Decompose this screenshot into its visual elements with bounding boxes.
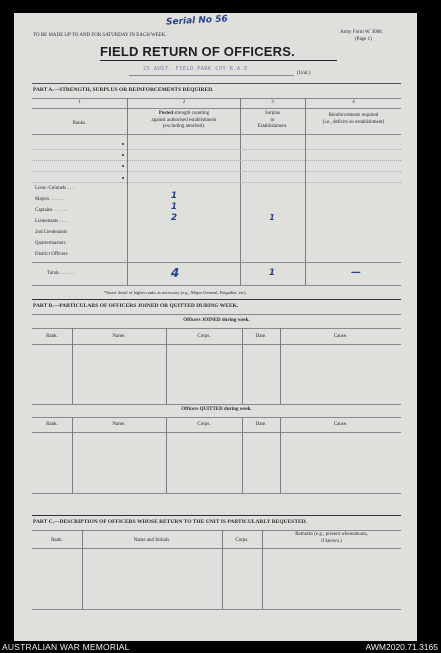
col-surplus-header-2: to xyxy=(270,118,275,123)
col-divider-3 xyxy=(305,98,306,285)
joined-divider xyxy=(166,328,167,404)
posted-captains-mark: 1 xyxy=(170,202,178,212)
totals-label: Totals . . . . . . xyxy=(47,271,75,276)
joined-divider xyxy=(242,328,243,404)
rank-quartermasters: Quartermasters xyxy=(35,241,66,246)
rank-lieut-colonels: Lieut.-Colonels . . . xyxy=(35,186,74,191)
form-title: FIELD RETURN OF OFFICERS. xyxy=(100,44,295,59)
part-a-top-rule xyxy=(32,83,401,84)
joined-col-name: Name. xyxy=(112,334,126,339)
part-c-bottom-rule xyxy=(32,609,401,610)
unit-label: (Unit.) xyxy=(297,71,311,76)
part-a-table-top xyxy=(32,98,401,99)
unit-line xyxy=(129,75,294,76)
unit-stamp: 25 AUST. FIELD PARK COY R.A.E xyxy=(143,66,248,72)
quitted-header-top-rule xyxy=(32,417,401,418)
col-surplus-header-3: Establishment. xyxy=(257,124,288,129)
quitted-col-name: Name. xyxy=(112,422,126,427)
col-number-2: 2 xyxy=(182,100,186,105)
joined-header-bottom-rule xyxy=(32,344,401,345)
joined-title: Officers JOINED during week. xyxy=(183,318,250,323)
col-posted-header-3: (excluding attached). xyxy=(162,124,206,129)
part-a-heading: PART A.—STRENGTH, SURPLUS OR REINFORCEMENTS REQUIRED. xyxy=(33,87,214,93)
totals-top-rule xyxy=(32,262,401,263)
part-c-col-corps: Corps. xyxy=(235,538,249,543)
col-number-3: 3 xyxy=(271,100,274,105)
rank-district-officers: District Officers xyxy=(35,252,68,257)
col-surplus-header-1: Surplus xyxy=(264,111,281,116)
higher-rank-bullet xyxy=(122,154,124,156)
col-ranks-header: Ranks. xyxy=(72,121,87,126)
row-rule xyxy=(32,149,401,150)
col-number-4: 4 xyxy=(352,100,355,105)
part-c-col-rank: Rank. xyxy=(51,538,63,543)
quitted-header-bottom-rule xyxy=(32,432,401,433)
page-number: (Page 1) xyxy=(355,37,372,42)
joined-divider xyxy=(280,328,281,404)
joined-col-rank: Rank. xyxy=(46,334,58,339)
col-divider-1 xyxy=(127,98,128,285)
joined-bottom-rule xyxy=(32,404,401,405)
form-sheet xyxy=(14,13,417,641)
posted-majors-mark: 1 xyxy=(170,191,178,201)
footer-accession: AWM2020.71.3165 xyxy=(365,642,438,652)
part-b-top-rule xyxy=(32,299,401,300)
col-number-1: 1 xyxy=(78,100,81,105)
totals-bottom-rule xyxy=(32,285,401,286)
instruction-text: TO BE MADE UP TO AND FOR SATURDAY IN EACH WEEK. xyxy=(33,33,167,38)
joined-col-corps: Corps. xyxy=(197,334,211,339)
totals-posted: 4 xyxy=(170,266,180,280)
handwritten-serial: Serial No 56 xyxy=(165,14,229,28)
quitted-divider xyxy=(166,417,167,493)
row-rule xyxy=(32,182,401,183)
header-bottom-rule xyxy=(32,134,401,135)
quitted-divider xyxy=(242,417,243,493)
joined-header-top-rule xyxy=(32,328,401,329)
quitted-bottom-rule xyxy=(32,493,401,494)
joined-title-top-rule xyxy=(32,314,401,315)
rank-lieutenants: Lieutenants . . . . xyxy=(35,219,69,224)
joined-col-date: Date. xyxy=(255,334,267,339)
joined-col-cause: Cause. xyxy=(333,334,348,339)
part-c-header-top-rule xyxy=(32,530,401,531)
part-c-header-bottom-rule xyxy=(32,548,401,549)
form-number: Army Form W. 3008. xyxy=(340,30,383,35)
posted-lieutenants-mark: 2 xyxy=(170,213,178,223)
rank-2nd-lieutenants: 2nd Lieutenants xyxy=(35,230,68,235)
quitted-title: Officers QUITTED during week. xyxy=(181,407,252,412)
col-divider-2 xyxy=(240,98,241,285)
col-posted-header-2: against authorised establishment xyxy=(151,118,217,123)
joined-divider xyxy=(72,328,73,404)
quitted-divider xyxy=(72,417,73,493)
higher-rank-bullet xyxy=(122,143,124,145)
row-rule xyxy=(32,171,401,172)
part-b-heading: PART B.—PARTICULARS OF OFFICERS JOINED OR QUITTED DURING WEEK. xyxy=(33,303,239,309)
totals-surplus: 1 xyxy=(268,268,276,278)
quitted-divider xyxy=(280,417,281,493)
col-number-rule xyxy=(32,108,401,109)
part-c-heading: PART C.—DESCRIPTION OF OFFICERS WHOSE RETURN TO THE UNIT IS PARTICULARLY REQUESTED. xyxy=(33,519,308,525)
col-posted-header-1: Posted strength counting xyxy=(158,111,210,116)
quitted-col-date: Date. xyxy=(255,422,267,427)
quitted-col-cause: Cause. xyxy=(333,422,348,427)
archive-footer xyxy=(0,641,441,653)
col-reinf-header-2: (i.e., deficits on establishment) xyxy=(322,120,385,125)
rank-majors: Majors . . . . . . xyxy=(35,197,65,202)
part-c-divider xyxy=(222,530,223,609)
row-rule xyxy=(32,160,401,161)
part-a-footnote: *Insert detail of higher ranks as necessary (e.g., Major-General, Brigadier, etc). xyxy=(104,290,247,295)
rank-captains: Captains . . . . . . xyxy=(35,208,68,213)
surplus-lieutenants-mark: 1 xyxy=(269,213,275,222)
part-c-col-remarks-1: Remarks (e.g., present whereabouts, xyxy=(295,532,368,537)
part-c-divider xyxy=(82,530,83,609)
part-c-top-rule xyxy=(32,515,401,516)
quitted-col-corps: Corps. xyxy=(197,422,211,427)
higher-rank-bullet xyxy=(122,165,124,167)
part-c-divider xyxy=(262,530,263,609)
part-c-col-remarks-2: if known.) xyxy=(321,539,342,544)
quitted-col-rank: Rank. xyxy=(46,422,58,427)
col-reinf-header-1: Reinforcements required xyxy=(328,113,379,118)
totals-reinforcements: — xyxy=(351,267,361,278)
title-underline xyxy=(100,60,337,61)
footer-credit: AUSTRALIAN WAR MEMORIAL xyxy=(2,642,130,652)
higher-rank-bullet xyxy=(122,177,124,179)
part-c-col-name: Name and Initials. xyxy=(133,538,171,543)
